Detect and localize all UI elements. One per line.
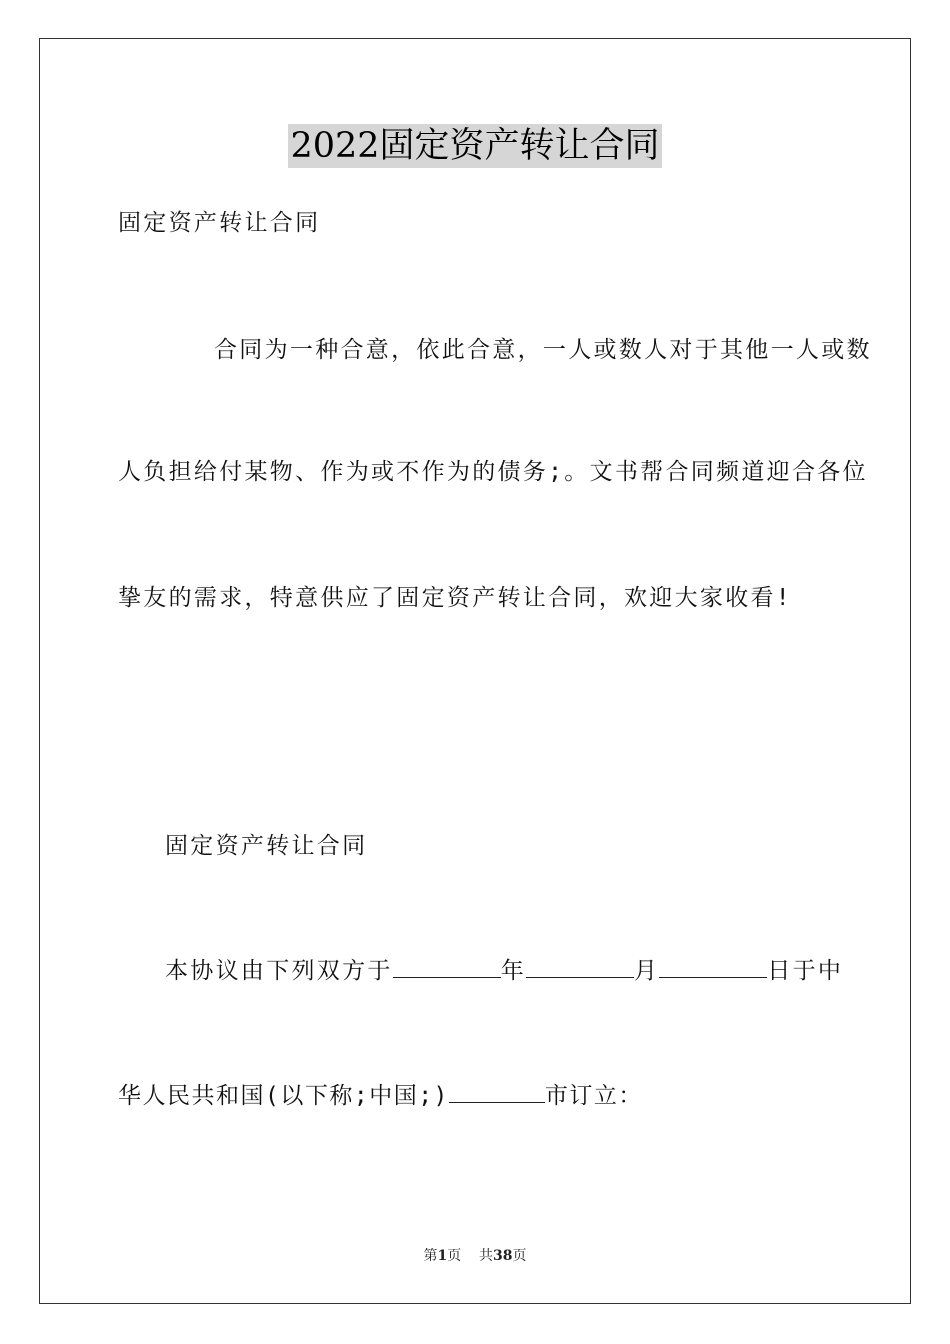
document-title: 2022固定资产转让合同 xyxy=(290,126,660,166)
agreement-line-1-prefix: 本协议由下列双方于 xyxy=(165,958,393,984)
agreement-line-2-suffix: 市订立： xyxy=(544,1083,643,1109)
agreement-line-1 xyxy=(165,955,843,986)
title-container xyxy=(0,124,950,168)
intro-line-1: 合同为一种合意，依此合意，一人或数人对于其他一人或数 xyxy=(214,337,872,363)
section-heading: 固定资产转让合同 xyxy=(165,833,368,859)
footer-page-number: 1 xyxy=(437,1248,448,1264)
intro-line-3: 挚友的需求，特意供应了固定资产转让合同，欢迎大家收看! xyxy=(118,585,792,611)
agreement-line-2-prefix: 华人民共和国(以下称;中国;) xyxy=(118,1083,449,1109)
footer-total-pages: 38 xyxy=(493,1248,513,1264)
month-label: 月 xyxy=(634,958,660,984)
year-blank xyxy=(393,955,501,978)
footer-total-prefix: 共 xyxy=(479,1248,494,1264)
footer-page-suffix: 页 xyxy=(447,1248,462,1264)
month-blank xyxy=(526,955,634,978)
agreement-line-2 xyxy=(118,1080,643,1111)
footer-page-prefix: 第 xyxy=(423,1248,438,1264)
page-footer xyxy=(0,1246,950,1266)
city-blank xyxy=(449,1080,545,1103)
footer-total-suffix: 页 xyxy=(512,1248,527,1264)
year-label: 年 xyxy=(500,958,527,984)
day-suffix: 日于中 xyxy=(767,958,844,984)
intro-line-2: 人负担给付某物、作为或不作为的债务;。文书帮合同频道迎合各位 xyxy=(118,459,868,485)
day-blank xyxy=(659,955,767,978)
document-subtitle: 固定资产转让合同 xyxy=(118,210,321,236)
